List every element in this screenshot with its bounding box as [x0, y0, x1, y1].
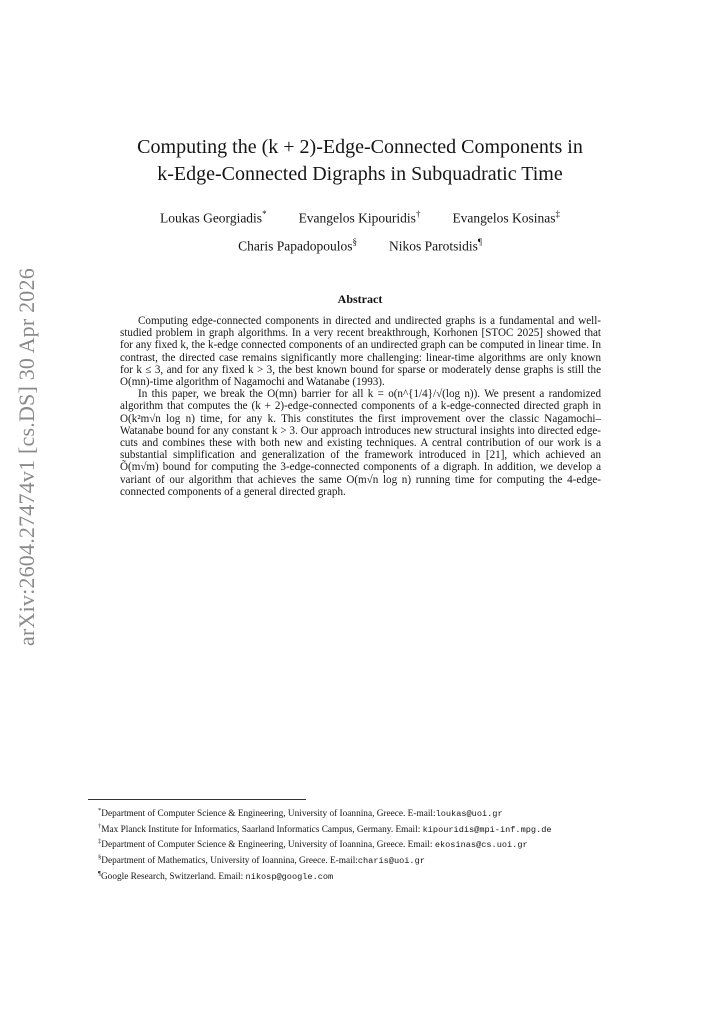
abstract-paragraph-2: In this paper, we break the O(mn) barrier for all k = o(n^{1/4}/√(log n)). We present a randomized algorithm that computes the (k + 2)-edge-connected components of a k-edge-connected directed graph in O(k²m√n log n) time, for any k. This constitutes the first improvement over the classic Nagamochi–Watanabe bound for any constant k > 3. Our approach introduces new structural insights into directed edge-cuts and combines these with both new and existing techniques. A central contribution of our work is a substantial simplification and generalization of the framework introduced in [21], which achieved an Õ(m√m) bound for computing the 3-edge-connected components of a digraph. In addition, we develop a variant of our algorithm that achieves the same O(m√n log n) running time for computing the 4-edge-connected components of a general directed graph.	[120, 388, 601, 498]
footnote-kosinas: ‡Department of Computer Science & Engineering, University of Ioannina, Greece. Email: ekosinas@cs.uoi.gr	[98, 838, 528, 851]
author-papadopoulos: Charis Papadopoulos§	[238, 236, 357, 253]
author-parotsidis: Nikos Parotsidis¶	[388, 236, 482, 253]
email-link[interactable]: charis@uoi.gr	[357, 856, 425, 867]
author-georgiadis: Loukas Georgiadis*	[159, 209, 267, 226]
footnote-georgiadis: *Department of Computer Science & Engineering, University of Ioannina, Greece. E-mail:loukas@uoi.gr	[98, 807, 503, 820]
author-kosinas: Evangelos Kosinas‡	[452, 209, 561, 226]
title-line-2: k-Edge-Connected Digraphs in Subquadratic Time	[157, 163, 563, 185]
abstract-body	[120, 315, 601, 498]
author-row-2	[90, 233, 630, 256]
email-link[interactable]: loukas@uoi.gr	[435, 809, 503, 820]
footnote-kipouridis: †Max Planck Institute for Informatics, Saarland Informatics Campus, Germany. Email: kipouridis@mpi-inf.mpg.de	[98, 822, 552, 835]
footnote-divider	[88, 799, 306, 800]
email-link[interactable]: kipouridis@mpi-inf.mpg.de	[422, 824, 552, 835]
abstract-heading: Abstract	[337, 292, 383, 306]
paper-title	[90, 134, 630, 188]
footnote-parotsidis: ¶Google Research, Switzerland. Email: nikosp@google.com	[98, 869, 334, 882]
author-list	[90, 205, 630, 260]
author-row-1	[90, 205, 630, 228]
title-line-1: Computing the (k + 2)-Edge-Connected Components in	[137, 136, 583, 158]
arxiv-identifier[interactable]: arXiv:2604.27474v1 [cs.DS] 30 Apr 2026	[14, 268, 39, 646]
email-link[interactable]: nikosp@google.com	[245, 871, 334, 882]
footnote-papadopoulos: §Department of Mathematics, University of Ioannina, Greece. E-mail:charis@uoi.gr	[98, 854, 425, 867]
footnotes	[88, 805, 632, 883]
abstract-paragraph-1: Computing edge-connected components in directed and undirected graphs is a fundamental and well-studied problem in graph algorithms. In a very recent breakthrough, Korhonen [STOC 2025] showed that for any fixed k, the k-edge connected components of an undirected graph can be computed in linear time. In contrast, the directed case remains significantly more challenging: linear-time algorithms are only known for k ≤ 3, and for any fixed k > 3, the best known bound for sparse or moderately dense graphs is still the O(mn)-time algorithm of Nagamochi and Watanabe (1993).	[120, 315, 601, 389]
email-link[interactable]: ekosinas@cs.uoi.gr	[434, 840, 528, 851]
author-kipouridis: Evangelos Kipouridis†	[298, 209, 421, 226]
